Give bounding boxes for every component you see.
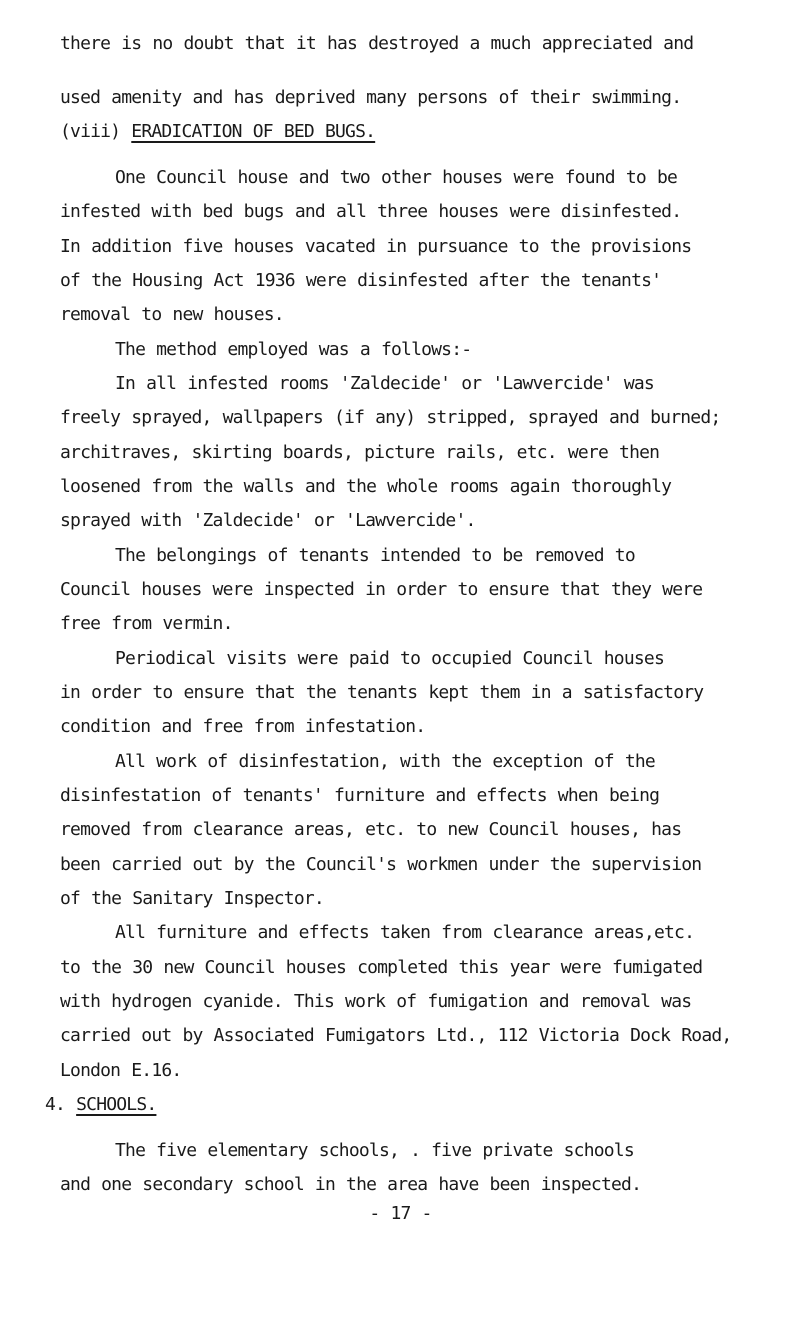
text-line: carried out by Associated Fumigators Ltd., 112 Victoria Dock Road, [60, 1025, 732, 1046]
text-line: loosened from the walls and the whole rooms again thoroughly [60, 476, 672, 497]
text-line: free from vermin. [60, 613, 233, 634]
text-line: architraves, skirting boards, picture rails, etc. were then [60, 442, 660, 463]
text-line: of the Housing Act 1936 were disinfested after the tenants' [60, 270, 662, 291]
page-number: - 17 - [369, 1203, 432, 1224]
section-title: SCHOOLS. [76, 1094, 157, 1115]
text-line: All work of disinfestation, with the exception of the [115, 751, 655, 772]
text-line: Council houses were inspected in order to ensure that they were [60, 579, 703, 600]
text-line: used amenity and has deprived many persons of their swimming. [60, 87, 682, 108]
text-line: infested with bed bugs and all three houses were disinfested. [60, 201, 682, 222]
text-line: with hydrogen cyanide. This work of fumigation and removal was [60, 991, 692, 1012]
text-line: The belongings of tenants intended to be removed to [115, 545, 635, 566]
text-line: to the 30 new Council houses completed this year were fumigated [60, 957, 703, 978]
text-line: One Council house and two other houses were found to be [115, 167, 678, 188]
text-line: condition and free from infestation. [60, 716, 426, 737]
text-line: in order to ensure that the tenants kept them in a satisfactory [60, 682, 704, 703]
text-line: All furniture and effects taken from clearance areas,etc. [115, 922, 695, 943]
section-number: (viii) [60, 121, 121, 142]
text-line: disinfestation of tenants' furniture and effects when being [60, 785, 660, 806]
text-line: sprayed with 'Zaldecide' or 'Lawvercide'. [60, 510, 476, 531]
text-line: London E.16. [60, 1060, 182, 1081]
section-heading-viii [60, 120, 375, 144]
text-line: and one secondary school in the area have been inspected. [60, 1174, 642, 1195]
text-line: Periodical visits were paid to occupied Council houses [115, 648, 664, 669]
text-line: In addition five houses vacated in pursuance to the provisions [60, 236, 692, 257]
text-line: removed from clearance areas, etc. to new Council houses, has [60, 819, 682, 840]
section-heading-4 [45, 1093, 156, 1117]
text-line: freely sprayed, wallpapers (if any) stripped, sprayed and burned; [60, 407, 721, 428]
section-title: ERADICATION OF BED BUGS. [131, 121, 376, 142]
section-number: 4. [45, 1094, 66, 1115]
text-line: been carried out by the Council's workmen under the supervision [60, 854, 702, 875]
text-line: of the Sanitary Inspector. [60, 888, 324, 909]
text-line: removal to new houses. [60, 304, 284, 325]
text-line: In all infested rooms 'Zaldecide' or 'Lawvercide' was [115, 373, 654, 394]
text-line: The method employed was a follows:- [115, 339, 472, 360]
text-line: there is no doubt that it has destroyed a much appreciated and [60, 33, 694, 54]
text-line: The five elementary schools, . five private schools [115, 1140, 634, 1161]
